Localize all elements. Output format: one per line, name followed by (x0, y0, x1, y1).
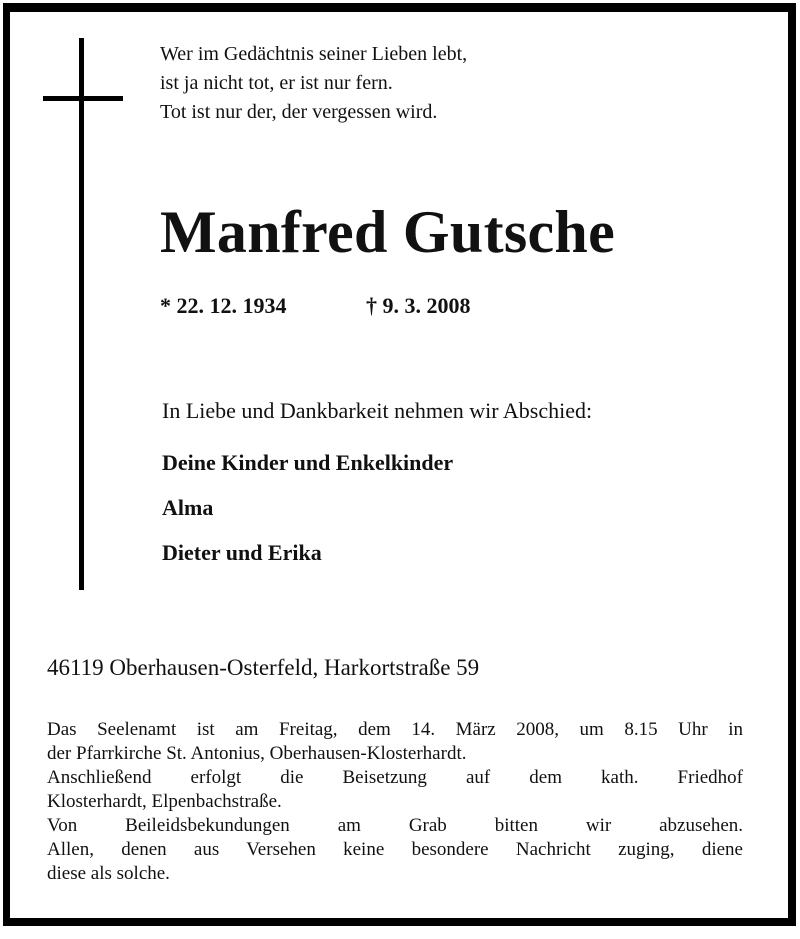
service-details (47, 718, 743, 886)
details-line: Das Seelenamt ist am Freitag, dem 14. März 2008, um 8.15 Uhr in (47, 719, 743, 740)
details-line: diese als solche. (47, 863, 170, 884)
mourner-name: Dieter und Erika (162, 540, 322, 565)
details-line: Allen, denen aus Versehen keine besondere Nachricht zuging, diene (47, 839, 743, 860)
mourner-name: Alma (162, 495, 214, 520)
cross-icon-bar (43, 96, 123, 101)
cross-icon (79, 38, 84, 590)
mourner-name: Deine Kinder und Enkelkinder (162, 450, 454, 475)
memorial-quote (160, 40, 467, 127)
farewell-text: In Liebe und Dankbarkeit nehmen wir Abschied: (162, 398, 593, 423)
quote-line: Wer im Gedächtnis seiner Lieben lebt, (160, 43, 468, 65)
details-line: Anschließend erfolgt die Beisetzung auf dem kath. Friedhof (47, 767, 743, 788)
death-date: † 9. 3. 2008 (366, 293, 471, 318)
details-line: der Pfarrkirche St. Antonius, Oberhausen-Klosterhardt. (47, 743, 467, 764)
quote-line: ist ja nicht tot, er ist nur fern. (160, 72, 393, 94)
details-line: Klosterhardt, Elpenbachstraße. (47, 791, 282, 812)
details-line: Von Beileidsbekundungen am Grab bitten wir abzusehen. (47, 815, 743, 836)
quote-line: Tot ist nur der, der vergessen wird. (160, 101, 438, 123)
deceased-name: Manfred Gutsche (160, 199, 616, 265)
address: 46119 Oberhausen-Osterfeld, Harkortstraße 59 (47, 655, 480, 680)
birth-date: * 22. 12. 1934 (160, 293, 287, 318)
